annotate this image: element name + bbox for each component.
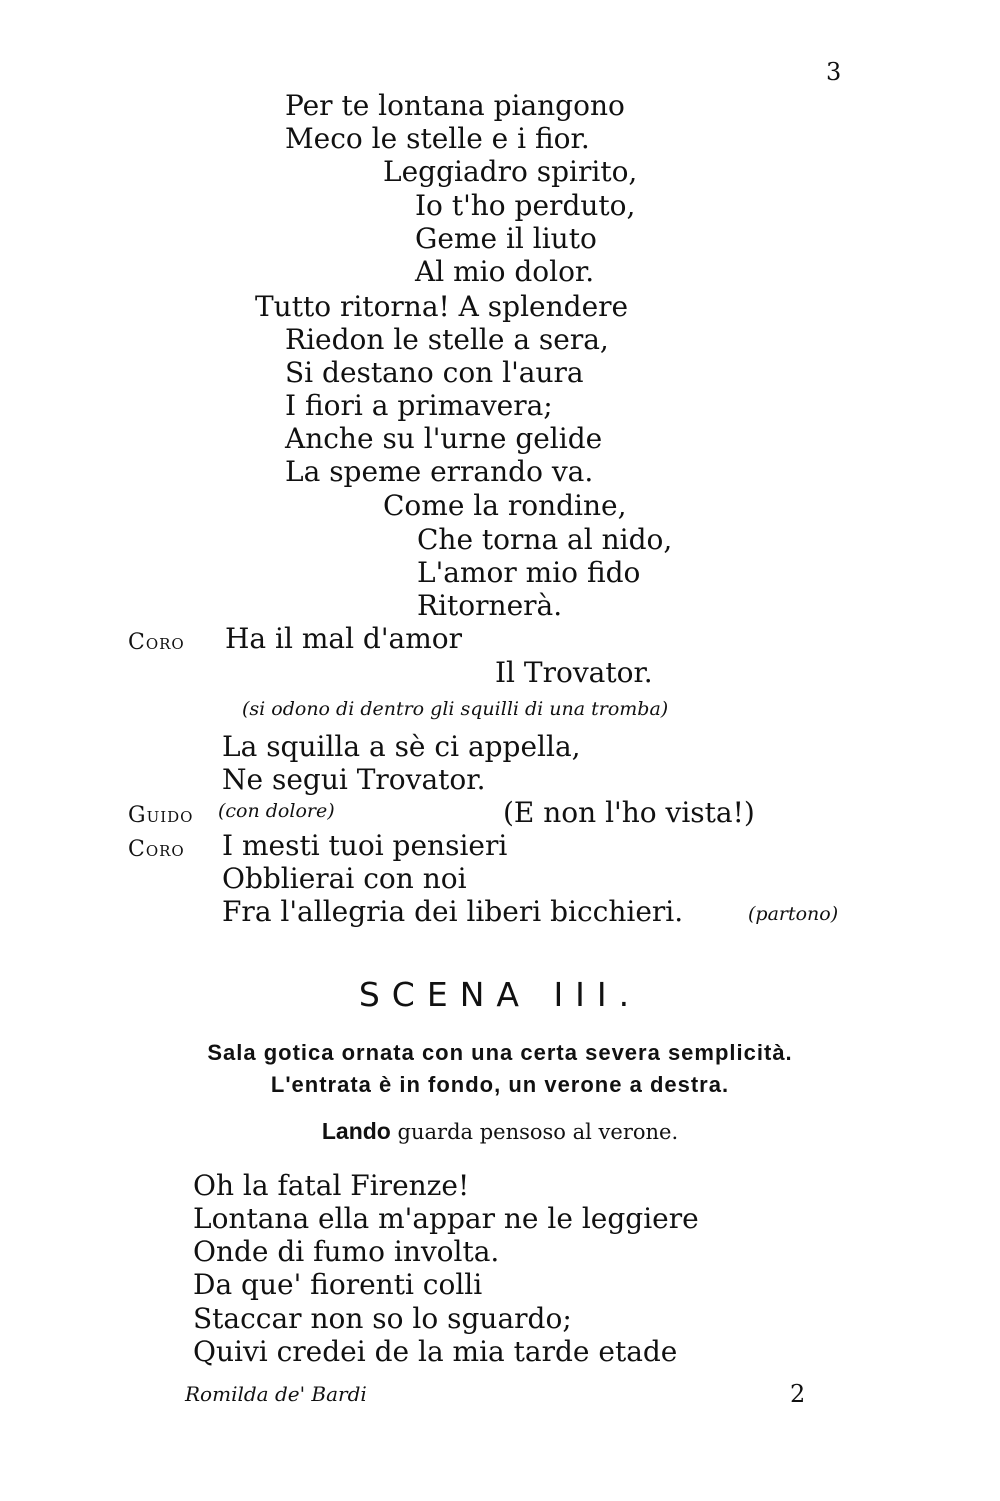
footer-title: Romilda de' Bardi [185, 1382, 367, 1406]
stage-direction: (si odono di dentro gli squilli di una tromba) [242, 698, 669, 720]
verse-line: Leggiadro spirito, [383, 155, 638, 188]
page-number: 3 [826, 58, 842, 86]
verse-line: Meco le stelle e i fior. [285, 122, 590, 155]
verse-line: Staccar non so lo sguardo; [193, 1302, 572, 1335]
action-text: guarda pensoso al verone. [397, 1120, 679, 1144]
verse-line: Anche su l'urne gelide [285, 422, 603, 455]
verse-line: I fiori a primavera; [285, 389, 553, 422]
verse-line: Ha il mal d'amor [225, 622, 463, 655]
stage-direction: (partono) [748, 903, 839, 925]
verse-line: Da que' fiorenti colli [193, 1268, 483, 1301]
verse-line: Ne segui Trovator. [222, 763, 486, 796]
scene-title: SCENA III. [358, 975, 642, 1014]
scene-setting: L'entrata è in fondo, un verone a destra. [270, 1072, 730, 1097]
verse-line: L'amor mio fido [417, 556, 641, 589]
scene-action [0, 1118, 1000, 1145]
verse-line: Quivi credei de la mia tarde etade [193, 1335, 678, 1368]
verse-line: Si destano con l'aura [285, 356, 584, 389]
signature-mark: 2 [790, 1380, 806, 1408]
verse-line: Riedon le stelle a sera, [285, 323, 609, 356]
verse-line: I mesti tuoi pensieri [222, 829, 508, 862]
speaker-coro: Coro [128, 837, 185, 862]
verse-line: Obblierai con noi [222, 862, 467, 895]
verse-line: (E non l'ho vista!) [503, 796, 755, 829]
verse-line: Lontana ella m'appar ne le leggiere [193, 1202, 699, 1235]
verse-line: Tutto ritorna! A splendere [255, 290, 629, 323]
verse-line: Geme il liuto [415, 222, 597, 255]
verse-line: Il Trovator. [495, 656, 653, 689]
verse-line: Onde di fumo involta. [193, 1235, 500, 1268]
verse-line: Oh la fatal Firenze! [193, 1169, 470, 1202]
verse-line: Per te lontana piangono [285, 89, 625, 122]
character-name: Lando [321, 1118, 391, 1144]
verse-line: La squilla a sè ci appella, [222, 730, 581, 763]
stage-direction: (con dolore) [218, 800, 335, 822]
verse-line: Come la rondine, [383, 489, 627, 522]
verse-line: La speme errando va. [285, 455, 594, 488]
verse-line: Al mio dolor. [415, 255, 595, 288]
scene-setting: Sala gotica ornata con una certa severa semplicità. [207, 1040, 793, 1065]
verse-line: Ritornerà. [417, 589, 563, 622]
verse-line: Fra l'allegria dei liberi bicchieri. [222, 895, 684, 928]
speaker-coro: Coro [128, 630, 185, 655]
verse-line: Che torna al nido, [417, 523, 673, 556]
speaker-guido: Guido [128, 803, 194, 828]
verse-line: Io t'ho perduto, [415, 189, 636, 222]
